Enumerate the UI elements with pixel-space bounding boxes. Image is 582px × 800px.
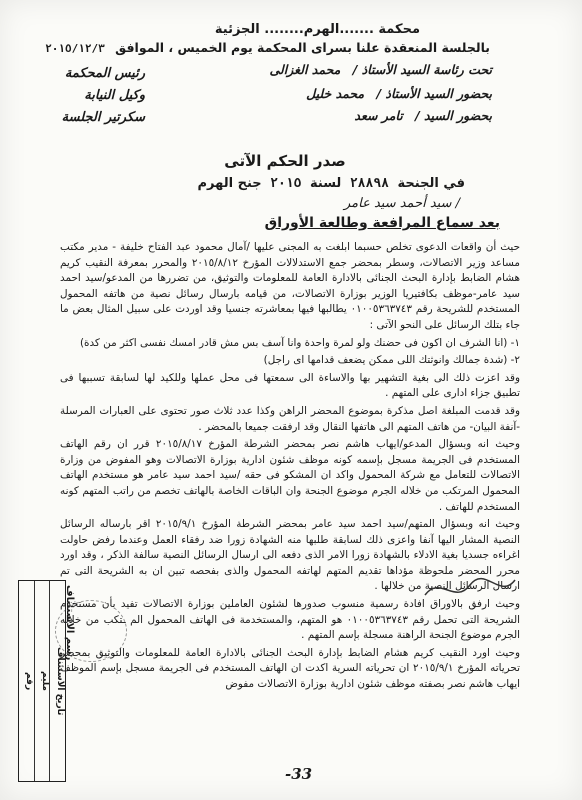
case-number: ٢٨٨٩٨: [349, 176, 389, 191]
appeal-fee-box: [18, 580, 66, 782]
prosecutor-title: وكيل النيابة: [84, 88, 145, 103]
handwritten-signature: [420, 570, 520, 610]
body-paragraph: ١- (انا الشرف ان اكون فى حضنك ولو لمرة واحدة وانا آسف بس مش قادر امسك نفسى اكثر من كدة): [79, 336, 520, 349]
fee-column-appeal-date: تاريخ الاستئناف: [49, 581, 65, 781]
body-paragraph: حيث أن واقعات الدعوى تخلص حسبما ابلغت به المجنى عليها /آمال محمود عبد الفتاح خليفة - مدير مكتب مساعد وزير الاتصالات، وسطر بمحضر جمع الاستدلالات المؤرخ ٢٠١٥/٨/١٢ والمحرر بمعرفة النقيب كريم هشام الضابط بإدارة البحث الجنائى بالادارة العامة للمعلومات والتوثيق، من تضررها من المدعو/سيد احمد سيد عامر-موظف بكافتيريا الوزير بوزارة الاتصالات، من قيامه بارسال رسائل نصية من هاتفه المحمول المستخدم للشريحة رقم ٠١٠٠٥٣٦٣٧٤٣ يطالبها فيها بمعاشرته جنسيا وقد اوردت على سبيل المثال بعض ما جاء بتلك الرسائل على النحو الآتى :: [60, 241, 521, 331]
body-paragraph: وقد اعزت ذلك الى بغية التشهير بها والاساءة الى سمعتها فى محل عملها وللكيد لها لسابقة تسببها فى تطبيق جزاء ادارى على المتهم .: [60, 371, 520, 400]
session-date: ٢٠١٥/١٢/٣: [45, 42, 105, 55]
ruling-title: صدر الحكم الآتى: [224, 152, 346, 170]
session-text: بالجلسة المنعقدة علنا بسراى المحكمة يوم الخميس ، الموافق: [115, 40, 490, 55]
body-paragraph: وقد قدمت المبلغة اصل مذكرة بموضوع المحضر الراهن وكذا عدد ثلاث صور تحتوى على العبارات المرسلة -آنفة البيان- من هاتف المتهم الى هاتفها النقال وقد ارفقت جميعا بالمحضر .: [60, 404, 520, 433]
prosecutor-name: محمد خليل: [306, 86, 365, 101]
judgment-body: [60, 240, 520, 695]
secretary-row: [162, 108, 492, 123]
secretary-title: سكرتير الجلسة: [61, 110, 145, 125]
case-number-line: [165, 176, 465, 191]
court-stamp: [55, 600, 127, 662]
defendant-name: / سيد أحمد سيد عامر: [343, 196, 460, 211]
prosecutor-row: [162, 86, 492, 101]
case-district: جنح الهرم: [197, 176, 262, 191]
secretary-label: بحضور السيد /: [415, 108, 492, 123]
fee-column-number: رقم: [24, 671, 34, 691]
presiding-judge-label: تحت رئاسة السيد الأستاذ /: [352, 62, 492, 77]
body-paragraph: ٢- (شدة جمالك وانوثتك اللى ممكن يضعف قدامها اى راجل): [263, 354, 520, 367]
prosecutor-label: بحضور السيد الأستاذ /: [376, 86, 492, 101]
body-paragraph: وحيث انه وبسؤال المتهم/سيد احمد سيد عامر بمحضر الشرطة المؤرخ ٢٠١٥/٩/١ اقر بارساله الرسائل النصية المشار اليها آنفا واعزى ذلك لسابقة طلبها منه الشهادة زورا ضد رفقاء العمل وعندما رفض حاولت اغراءه جسديا بغية الادلاء بالشهادة زورا الامر الذى دفعه الى ارسال الرسائل النصية سالفة الذكر ، وقد اورد محرر المحضر ملحوظة مؤداها تقديم المتهم لهاتفه المحمول والذى بفحصه تبين ان به الشريحة التى تم ارسال الرسائل النصية من خلالها .: [60, 518, 520, 593]
session-line: [45, 40, 490, 55]
fee-column-millim: مليم: [34, 581, 50, 781]
presiding-judge-row: [162, 62, 492, 77]
case-year: ٢٠١٥: [270, 176, 302, 191]
secretary-name: تامر سعد: [354, 108, 403, 123]
appeal-fee-label: رسم الاستئناف: [64, 585, 75, 661]
page-number: -33: [285, 765, 313, 783]
case-year-label: لسنة: [310, 176, 342, 191]
body-paragraph: وحيث ارفق بالاوراق افادة رسمية منسوب صدورها لشئون العاملين بوزارة الاتصالات تفيد بأن مستخدم الشريحة التى تحمل رقم ٠١٠٠٥٣٦٣٧٤٣ هو المتهم، والمستخدمة فى الهاتف المحمول الم ـتكب من خلاله الجرم موضوع الجنحة الراهنة مسجلة بإسم المتهم .: [60, 598, 520, 642]
case-prefix: في الجنحة: [397, 176, 465, 191]
body-paragraph: وحيث انه وبسؤال المدعو/ايهاب هاشم نصر بمحضر الشرطة المؤرخ ٢٠١٥/٨/١٧ قرر ان رقم الهاتف المستخدم فى الجريمة مسجل بإسمه كونه موظف شئون ادارية بوزارة الاتصالات وهو المفوض من وزارة الاتصالات للتعامل مع شركة المحمول واكد ان المشكو فى حقه /سيد احمد سيد عامر هو مستخدم الهاتف المحمول المرتكب من خلاله الجرم موضوع الجنحة وان الباقات الخاصة بالهاتف تخصم من راتب المتهم كونه المستخدم للهاتف .: [60, 438, 520, 513]
presiding-judge-name: محمد الغزالى: [269, 62, 341, 77]
court-president-title: رئيس المحكمة: [64, 66, 145, 81]
body-paragraph: وحيث اورد النقيب كريم هشام الضابط بإدارة البحث الجنائى بالادارة العامة للمعلومات والتوثيق بمحضر تحرياته المؤرخ ٢٠١٥/٩/١ ان تحرياته السرية اكدت ان الهاتف المستخدم فى الجريمة مسجل بإسم الموظف ايهاب هاشم نصر بصفته موظف شئون ادارية بوزارة الاتصالات مفوض: [60, 646, 520, 691]
court-name: محكمة .......الهرم........ الجزئية: [214, 22, 420, 37]
after-hearing-heading: بعد سماع المرافعة وطالعة الأوراق: [264, 215, 500, 231]
